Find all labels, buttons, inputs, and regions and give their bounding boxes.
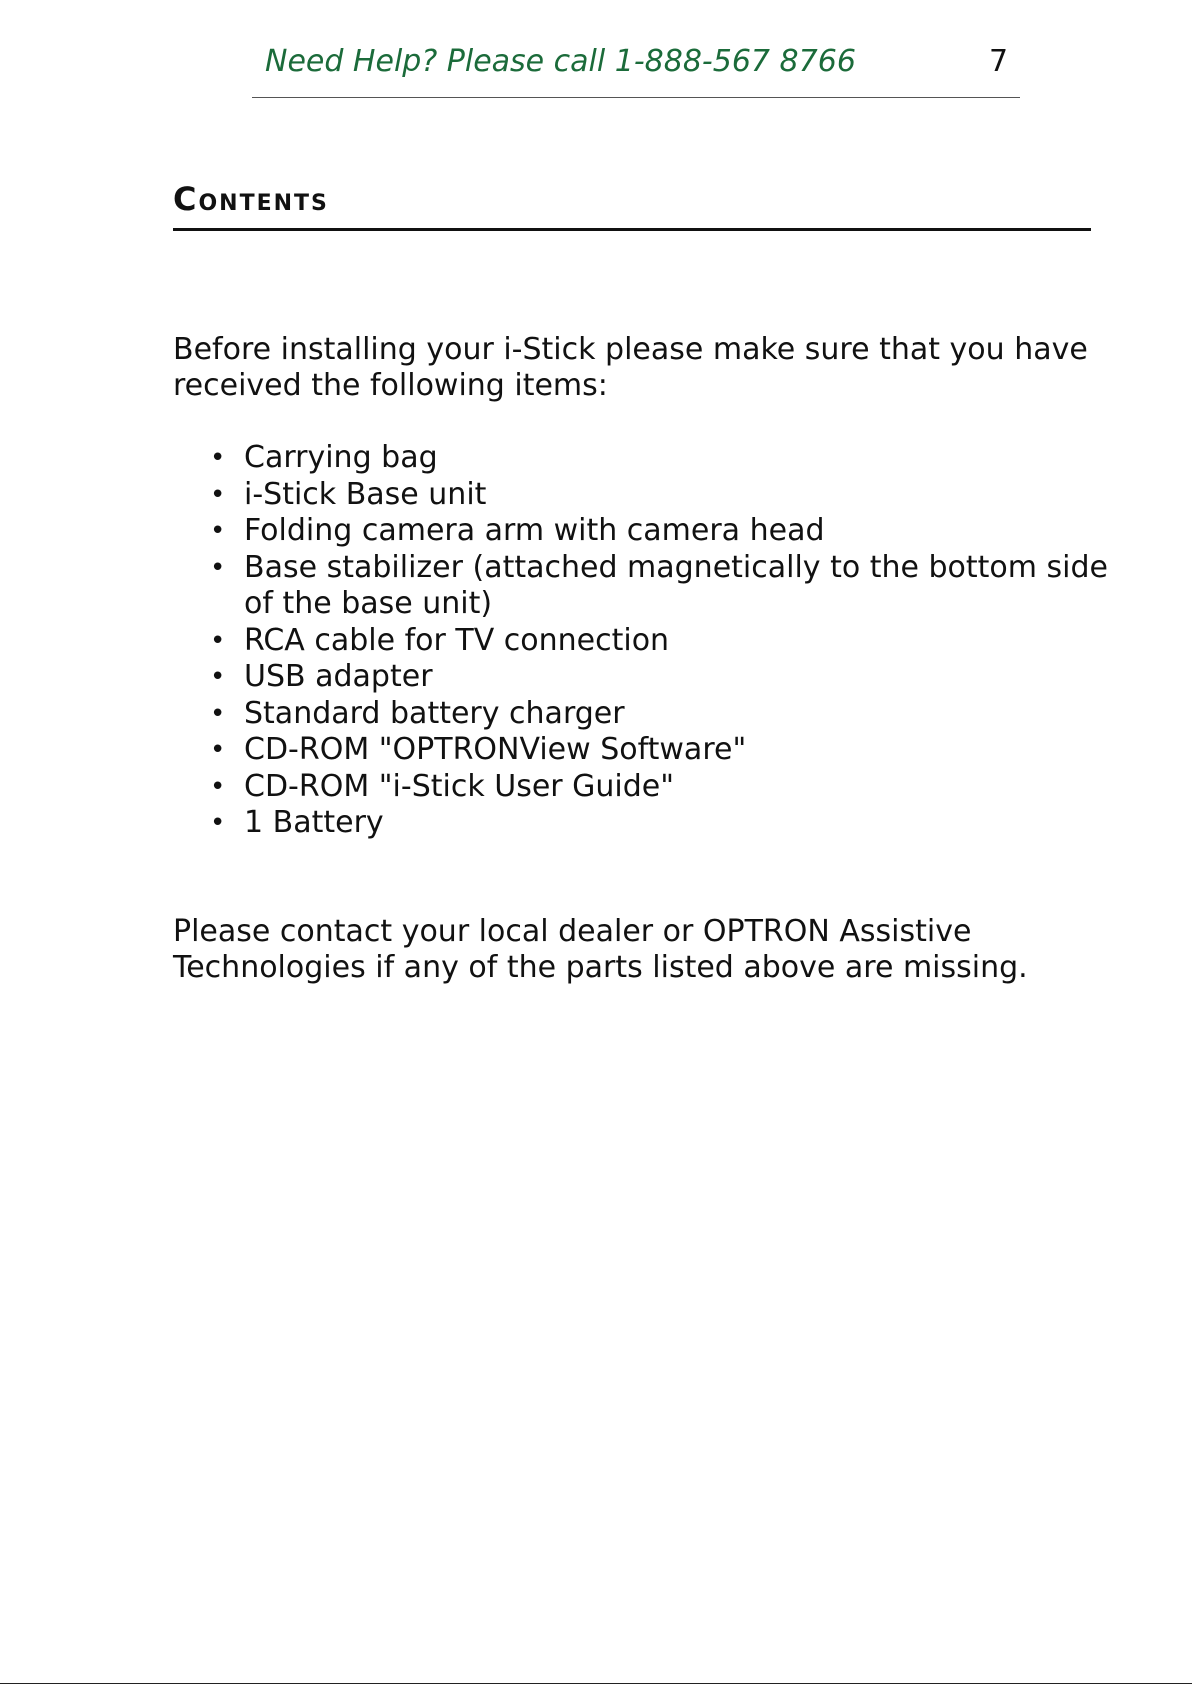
bullet-icon: • [210, 735, 226, 765]
bullet-icon: • [210, 771, 226, 802]
intro-paragraph: Before installing your i-Stick please make sure that you have received the following items: [173, 332, 1088, 403]
list-item-text: CD-ROM "i-Stick User Guide" [244, 768, 675, 804]
page-number: 7 [989, 44, 1009, 79]
list-item-text: Carrying bag [244, 440, 438, 475]
bullet-icon: • [210, 479, 226, 510]
bullet-icon: • [210, 808, 226, 838]
closing-paragraph: Please contact your local dealer or OPTRON Assistive Technologies if any of the parts listed above are missing. [173, 914, 1028, 985]
list-item-text: i-Stick Base unit [244, 476, 487, 512]
list-item [173, 550, 1133, 623]
header-divider [252, 97, 1020, 98]
section-heading [173, 175, 1091, 231]
bullet-icon: • [210, 552, 226, 583]
list-item [173, 477, 1133, 514]
package-contents-list [173, 440, 1133, 842]
help-phone-text: Need Help? Please call 1-888-567 8766 [265, 44, 856, 79]
list-item [173, 696, 1133, 733]
list-item-text: RCA cable for TV connection [244, 622, 670, 658]
bullet-icon: • [210, 698, 226, 729]
list-item-text: Standard battery charger [244, 695, 625, 731]
list-item-text: Folding camera arm with camera head [244, 513, 825, 548]
list-item-text: 1 Battery [244, 805, 384, 840]
bullet-icon: • [210, 625, 226, 656]
bullet-icon: • [210, 516, 226, 546]
list-item-text: CD-ROM "OPTRONView Software" [244, 732, 747, 767]
page-header [252, 36, 1020, 98]
list-item [173, 805, 1133, 842]
list-item-text: Base stabilizer (attached magnetically to the bottom side of the base unit) [244, 549, 1109, 621]
page-bottom-edge [0, 1683, 1192, 1684]
section-title: Contents [173, 180, 329, 218]
list-item [173, 513, 1133, 550]
list-item [173, 623, 1133, 660]
bullet-icon: • [210, 443, 226, 473]
list-item [173, 659, 1133, 696]
list-item [173, 440, 1133, 477]
list-item [173, 769, 1133, 806]
bullet-icon: • [210, 662, 226, 692]
list-item-text: USB adapter [244, 659, 433, 694]
list-item [173, 732, 1133, 769]
